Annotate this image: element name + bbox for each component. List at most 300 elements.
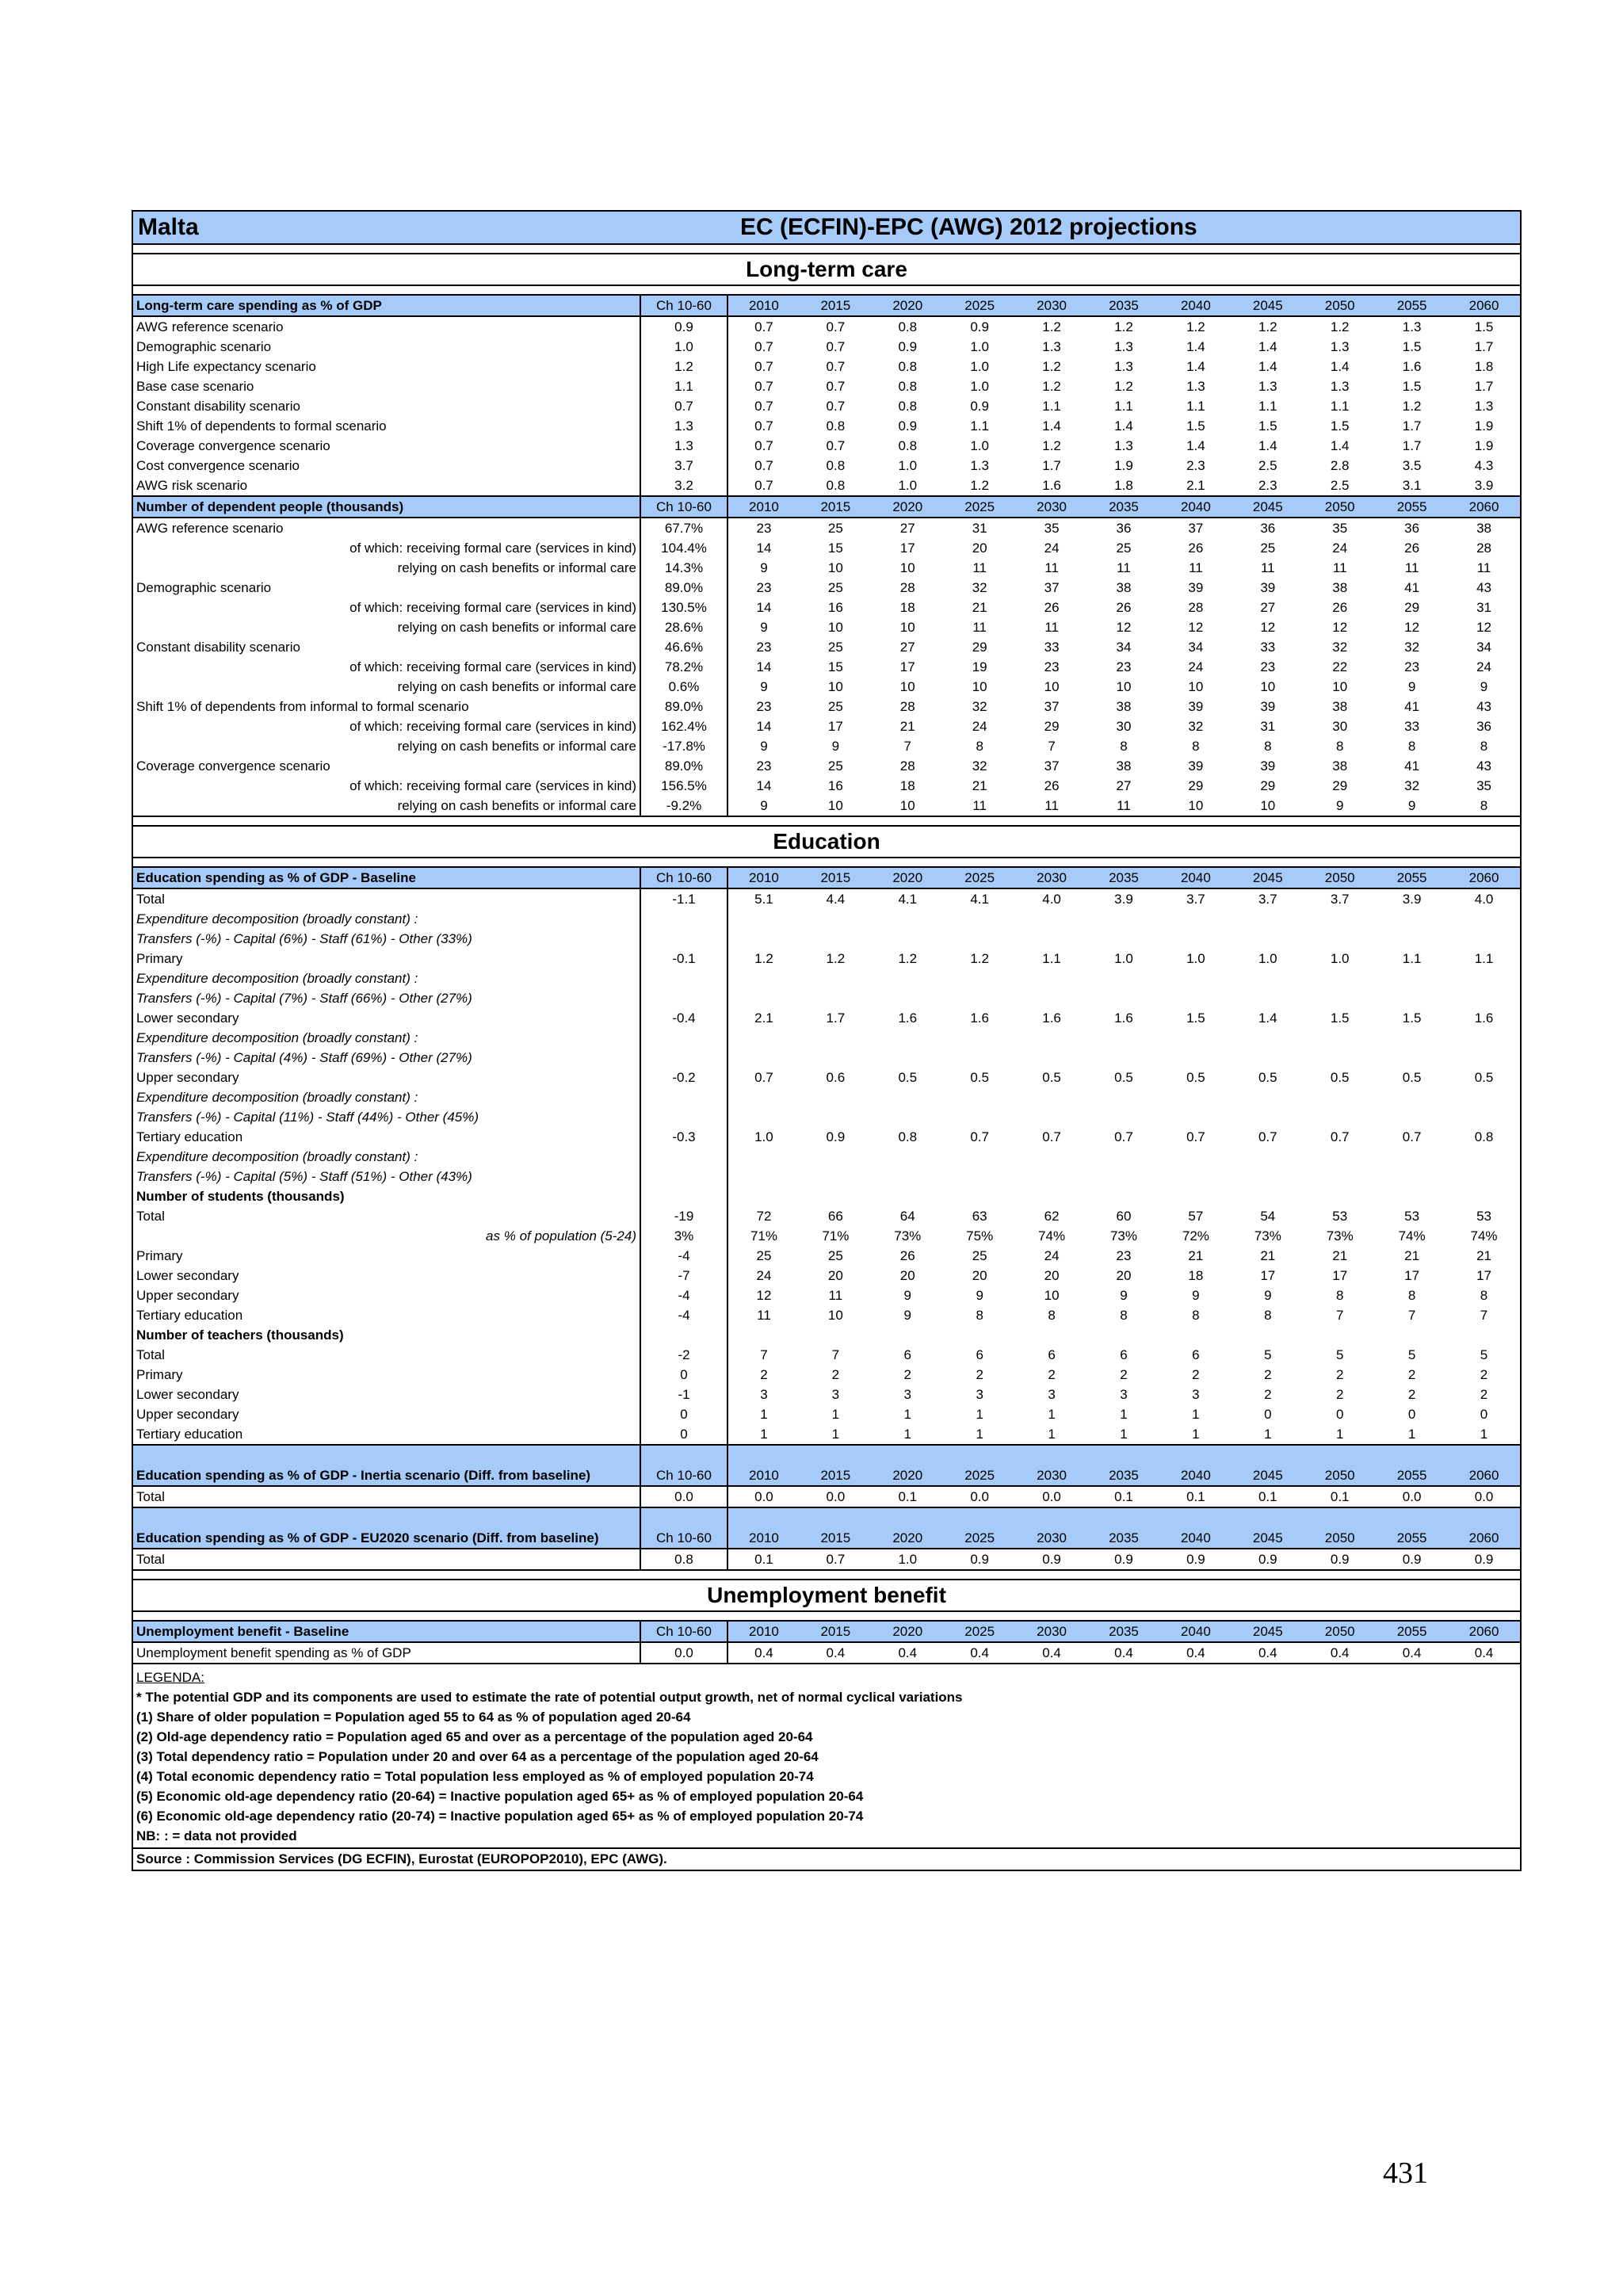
row-label: Total	[136, 1347, 165, 1362]
row-value: 3.9	[1474, 478, 1494, 493]
row-label: AWG reference scenario	[136, 521, 284, 536]
row-value: 8	[1048, 1308, 1056, 1323]
table-row	[133, 657, 1520, 677]
row-value: 1	[760, 1407, 768, 1422]
row-value: 2	[831, 1367, 840, 1382]
header-year: 2050	[1304, 1507, 1376, 1549]
row-value: 0.8	[898, 359, 918, 374]
row-value: 0.1	[1258, 1489, 1277, 1504]
row-value: 0.5	[1402, 1070, 1422, 1085]
row-change: -7	[640, 1266, 727, 1286]
row-value	[1159, 1028, 1232, 1048]
row-value: 7	[1407, 1308, 1416, 1323]
row-value: 37	[1044, 580, 1060, 595]
row-value	[872, 1087, 944, 1107]
row-label: of which: receiving formal care (services in kind)	[349, 659, 636, 674]
table-row	[133, 1345, 1520, 1365]
row-label: Expenditure decomposition (broadly constant) :	[136, 911, 418, 926]
row-change: 156.5%	[640, 776, 727, 796]
row-value: 1.7	[1402, 438, 1422, 453]
table-row	[133, 518, 1520, 538]
row-value: 1.8	[1114, 478, 1133, 493]
header-year: 2035	[1088, 1445, 1160, 1486]
row-value: 9	[1407, 798, 1416, 813]
header-year: 2050	[1304, 1621, 1376, 1642]
table-row	[133, 476, 1520, 496]
row-value: 1.2	[970, 478, 989, 493]
row-value: 32	[972, 699, 987, 714]
header-year: 2025	[944, 1621, 1016, 1642]
row-value: 1.6	[1474, 1010, 1494, 1026]
row-value: 2.5	[1258, 458, 1277, 473]
title-bar	[133, 212, 1520, 243]
row-label: Total	[136, 1552, 165, 1567]
row-value	[1304, 1048, 1376, 1068]
table-row	[133, 1008, 1520, 1028]
row-value	[1088, 1167, 1160, 1186]
row-value: 1.1	[1186, 399, 1205, 414]
row-value	[944, 1107, 1016, 1127]
row-value: 21	[972, 778, 987, 793]
row-value: 29	[1260, 778, 1276, 793]
row-value: 1	[1192, 1427, 1200, 1442]
row-value	[727, 968, 800, 988]
row-value: 0.5	[1042, 1070, 1061, 1085]
row-value: 3	[831, 1387, 840, 1402]
row-value: 11	[757, 1308, 771, 1323]
row-value	[872, 1186, 944, 1206]
header-label: Education spending as % of GDP - EU2020 scenario (Diff. from baseline)	[133, 1507, 640, 1549]
row-value: 0.7	[754, 478, 773, 493]
row-value	[1304, 968, 1376, 988]
row-value: 5	[1335, 1347, 1344, 1362]
row-value	[800, 929, 872, 949]
row-value: 3	[976, 1387, 983, 1402]
header-year: 2040	[1159, 1445, 1232, 1486]
row-value: 27	[899, 521, 915, 536]
row-value: 1	[1048, 1427, 1056, 1442]
row-value: 0.5	[1114, 1070, 1133, 1085]
row-value: 9	[760, 798, 768, 813]
row-value: 3.7	[1186, 892, 1205, 907]
row-value: 1.4	[1258, 1010, 1277, 1026]
row-value: 4.1	[898, 892, 918, 907]
row-value: 11	[972, 798, 987, 813]
table-row	[133, 697, 1520, 716]
row-value: 17	[1332, 1268, 1348, 1283]
row-value: 1.4	[1258, 339, 1277, 354]
row-label: Demographic scenario	[136, 339, 272, 354]
section-education: Education	[133, 825, 1520, 858]
row-value: 1	[1048, 1407, 1056, 1422]
row-value	[1376, 1325, 1448, 1345]
row-value: 1.0	[970, 359, 989, 374]
row-value: 37	[1044, 758, 1060, 774]
header-year: 2045	[1232, 867, 1304, 888]
row-label: Number of students (thousands)	[136, 1189, 345, 1204]
row-label: Shift 1% of dependents from informal to formal scenario	[136, 699, 469, 714]
row-value	[727, 1167, 800, 1186]
row-value: 3.1	[1402, 478, 1422, 493]
row-value	[1016, 968, 1088, 988]
row-value: 28	[1476, 541, 1491, 556]
row-value: 1.2	[1042, 359, 1061, 374]
row-value: 1.7	[826, 1010, 846, 1026]
row-change: 0.6%	[640, 677, 727, 697]
row-value: 21	[1332, 1248, 1348, 1263]
row-value	[1088, 1147, 1160, 1167]
row-label: relying on cash benefits or informal care	[397, 679, 636, 694]
row-value	[1304, 909, 1376, 929]
table-row	[133, 1365, 1520, 1385]
row-value: 74%	[1398, 1228, 1426, 1244]
row-value: 21	[1476, 1248, 1491, 1263]
header-year: 2055	[1376, 496, 1448, 518]
row-value: 1.9	[1474, 418, 1494, 434]
row-label: of which: receiving formal care (services in kind)	[349, 778, 636, 793]
header-year: 2020	[872, 295, 944, 316]
row-value: 23	[756, 640, 772, 655]
row-value: 10	[827, 679, 843, 694]
row-value	[1088, 909, 1160, 929]
row-value: 24	[1332, 541, 1348, 556]
header-year: 2055	[1376, 867, 1448, 888]
row-label: Expenditure decomposition (broadly constant) :	[136, 971, 418, 986]
row-value: 6	[976, 1347, 983, 1362]
row-value: 38	[1476, 521, 1491, 536]
row-value: 10	[827, 1308, 843, 1323]
row-value: 0.7	[754, 379, 773, 394]
legend-item: (2) Old-age dependency ratio = Population aged 65 and over as a percentage of the population aged 20-64	[136, 1729, 813, 1744]
row-value	[1448, 968, 1520, 988]
table-row	[133, 316, 1520, 337]
row-value	[727, 988, 800, 1008]
row-value: 38	[1332, 758, 1348, 774]
row-value	[1448, 1048, 1520, 1068]
row-value	[1016, 1107, 1088, 1127]
row-value: 35	[1332, 521, 1348, 536]
row-value: 11	[1332, 560, 1347, 575]
row-value: 41	[1404, 758, 1420, 774]
row-value	[944, 1028, 1016, 1048]
row-value: 0.9	[898, 339, 918, 354]
row-value: 0.4	[1402, 1645, 1422, 1660]
row-value: 0.5	[1330, 1070, 1350, 1085]
row-change	[640, 909, 727, 929]
header-year: 2020	[872, 1621, 944, 1642]
header-year: 2035	[1088, 496, 1160, 518]
row-label: AWG risk scenario	[136, 478, 248, 493]
row-value	[944, 1186, 1016, 1206]
row-value: 10	[972, 679, 987, 694]
header-year: 2045	[1232, 1621, 1304, 1642]
row-value: 1.0	[898, 458, 918, 473]
row-value: 1.9	[1474, 438, 1494, 453]
row-value: 33	[1260, 640, 1276, 655]
row-value: 30	[1116, 719, 1132, 734]
row-value: 17	[827, 719, 843, 734]
row-value: 7	[760, 1347, 768, 1362]
row-value	[1448, 1167, 1520, 1186]
row-value: 1	[1120, 1427, 1128, 1442]
row-value: 0.4	[898, 1645, 918, 1660]
row-value: 29	[1188, 778, 1204, 793]
row-change: -4	[640, 1286, 727, 1305]
row-value: 1	[1335, 1427, 1344, 1442]
table-row	[133, 1206, 1520, 1226]
table-row	[133, 578, 1520, 598]
row-value: 1	[976, 1427, 983, 1442]
header-year: 2060	[1448, 1507, 1520, 1549]
row-change: 0.7	[640, 396, 727, 416]
row-value	[1448, 909, 1520, 929]
row-value: 26	[1404, 541, 1420, 556]
row-value: 0.8	[826, 478, 846, 493]
header-label: Education spending as % of GDP - Inertia scenario (Diff. from baseline)	[133, 1445, 640, 1486]
legend-item: (4) Total economic dependency ratio = Total population less employed as % of employed population 20-74	[136, 1769, 814, 1784]
table-row	[133, 909, 1520, 929]
row-value: 31	[1476, 600, 1491, 615]
row-value: 1.7	[1474, 379, 1494, 394]
row-value: 1.5	[1330, 1010, 1350, 1026]
row-value: 14	[756, 600, 772, 615]
row-value	[1232, 988, 1304, 1008]
row-label: Shift 1% of dependents to formal scenario	[136, 418, 387, 434]
row-value: 20	[972, 1268, 987, 1283]
row-value: 1.4	[1114, 418, 1133, 434]
row-value: 3	[760, 1387, 768, 1402]
row-value	[1376, 1147, 1448, 1167]
row-value: 36	[1476, 719, 1491, 734]
row-label: Tertiary education	[136, 1427, 243, 1442]
row-value: 17	[899, 659, 915, 674]
row-change: 3.2	[640, 476, 727, 496]
row-value: 39	[1188, 758, 1204, 774]
row-value: 5	[1480, 1347, 1488, 1362]
table-row	[133, 1486, 1520, 1507]
row-label: of which: receiving formal care (services in kind)	[349, 541, 636, 556]
row-value	[1448, 1325, 1520, 1345]
row-value: 1	[831, 1407, 840, 1422]
row-value: 2.3	[1186, 458, 1205, 473]
row-label: Expenditure decomposition (broadly constant) :	[136, 1030, 418, 1045]
row-value: 9	[760, 679, 768, 694]
row-value: 7	[1480, 1308, 1488, 1323]
row-value: 1.2	[1330, 319, 1350, 334]
row-value	[1159, 929, 1232, 949]
row-value: 0	[1407, 1407, 1416, 1422]
row-value: 11	[972, 620, 987, 635]
header-year: 2035	[1088, 867, 1160, 888]
header-year: 2010	[727, 1445, 800, 1486]
table-row	[133, 1424, 1520, 1445]
row-value: 6	[1048, 1347, 1056, 1362]
row-value: 36	[1260, 521, 1276, 536]
header-year: 2025	[944, 295, 1016, 316]
row-value: 9	[1480, 679, 1488, 694]
row-value	[1016, 1028, 1088, 1048]
row-value	[1376, 1028, 1448, 1048]
row-value: 1.5	[1258, 418, 1277, 434]
row-value	[1016, 1147, 1088, 1167]
row-value: 75%	[966, 1228, 994, 1244]
spacer	[133, 243, 1520, 253]
row-value: 1.2	[1114, 319, 1133, 334]
row-value: 2	[1192, 1367, 1200, 1382]
row-value: 2	[903, 1367, 911, 1382]
row-value	[1232, 909, 1304, 929]
row-value: 2	[760, 1367, 768, 1382]
row-value: 25	[1116, 541, 1132, 556]
row-value: 0.0	[1402, 1489, 1422, 1504]
row-value	[872, 1107, 944, 1127]
row-change	[640, 1167, 727, 1186]
row-change: 1.2	[640, 357, 727, 376]
row-value: 12	[756, 1288, 772, 1303]
row-value: 1.4	[1186, 438, 1205, 453]
row-value: 3	[1048, 1387, 1056, 1402]
row-value	[1376, 1167, 1448, 1186]
header-year: 2030	[1016, 1445, 1088, 1486]
row-value: 10	[1188, 679, 1204, 694]
row-value: 1.2	[754, 951, 773, 966]
row-value: 0.7	[826, 319, 846, 334]
projection-sheet	[132, 210, 1522, 1871]
row-value: 38	[1332, 580, 1348, 595]
row-value: 2	[1407, 1387, 1416, 1402]
row-value: 1.5	[1474, 319, 1494, 334]
row-value: 1.6	[970, 1010, 989, 1026]
row-value: 8	[1480, 798, 1488, 813]
row-value: 10	[1116, 679, 1132, 694]
row-value: 11	[1044, 560, 1059, 575]
row-value: 12	[1260, 620, 1276, 635]
row-value: 10	[827, 560, 843, 575]
row-value: 32	[1404, 778, 1420, 793]
projection-title: EC (ECFIN)-EPC (AWG) 2012 projections	[740, 214, 1197, 240]
table-row	[133, 1127, 1520, 1147]
table-row	[133, 1305, 1520, 1325]
row-value	[1448, 1107, 1520, 1127]
row-value: 41	[1404, 580, 1420, 595]
row-value	[1088, 968, 1160, 988]
table-row	[133, 598, 1520, 617]
row-label: High Life expectancy scenario	[136, 359, 316, 374]
row-value: 0.9	[1330, 1552, 1350, 1567]
header-label: Long-term care spending as % of GDP	[133, 295, 640, 316]
table-row	[133, 396, 1520, 416]
row-value: 1.6	[1114, 1010, 1133, 1026]
row-value: 3	[903, 1387, 911, 1402]
row-value: 0.7	[826, 359, 846, 374]
header-year: 2015	[800, 295, 872, 316]
row-value	[944, 1087, 1016, 1107]
row-value	[1232, 1087, 1304, 1107]
row-value: 38	[1116, 699, 1132, 714]
row-change: 67.7%	[640, 518, 727, 538]
row-value: 23	[756, 580, 772, 595]
table-row	[133, 1286, 1520, 1305]
row-value: 8	[1120, 1308, 1128, 1323]
row-value: 20	[1116, 1268, 1132, 1283]
row-value: 12	[1116, 620, 1132, 635]
row-value: 1.0	[1330, 951, 1350, 966]
row-value	[1232, 929, 1304, 949]
row-value	[944, 1325, 1016, 1345]
row-value: 0.8	[898, 379, 918, 394]
table-row	[133, 1048, 1520, 1068]
row-change: -0.2	[640, 1068, 727, 1087]
row-value: 0.8	[826, 458, 846, 473]
page-number: 431	[1383, 2157, 1428, 2190]
row-value	[1376, 988, 1448, 1008]
row-change: 0	[640, 1424, 727, 1445]
row-value: 3	[1120, 1387, 1128, 1402]
row-value: 6	[1120, 1347, 1128, 1362]
row-value: 0.7	[754, 1070, 773, 1085]
row-change: 14.3%	[640, 558, 727, 578]
row-value: 2	[976, 1367, 983, 1382]
row-value: 8	[1335, 1288, 1344, 1303]
row-value: 9	[903, 1288, 911, 1303]
row-value: 1.2	[1258, 319, 1277, 334]
row-value: 32	[1188, 719, 1204, 734]
row-value: 53	[1404, 1209, 1420, 1224]
row-value	[727, 929, 800, 949]
row-value: 22	[1332, 659, 1348, 674]
row-value: 0	[1264, 1407, 1272, 1422]
row-value: 30	[1332, 719, 1348, 734]
row-value: 1.3	[1114, 339, 1133, 354]
header-year: 2050	[1304, 1445, 1376, 1486]
row-value: 21	[1188, 1248, 1204, 1263]
row-value: 1.2	[898, 951, 918, 966]
row-label: Lower secondary	[136, 1010, 239, 1026]
row-change: 89.0%	[640, 578, 727, 598]
row-value: 20	[899, 1268, 915, 1283]
section-long-term-care: Long-term care	[133, 253, 1520, 286]
row-value	[1376, 1087, 1448, 1107]
row-label: AWG reference scenario	[136, 319, 284, 334]
header-change: Ch 10-60	[640, 1507, 727, 1549]
row-value: 2	[1048, 1367, 1056, 1382]
row-value: 20	[827, 1268, 843, 1283]
row-value: 27	[899, 640, 915, 655]
table-row	[133, 1266, 1520, 1286]
row-value: 9	[1335, 798, 1344, 813]
row-value: 1.6	[1402, 359, 1422, 374]
spacer	[133, 1612, 1520, 1620]
row-value: 24	[972, 719, 987, 734]
row-value: 11	[1260, 560, 1275, 575]
row-change: 1.3	[640, 416, 727, 436]
row-value	[1232, 1325, 1304, 1345]
row-value: 1.2	[1042, 319, 1061, 334]
table-row	[133, 796, 1520, 816]
table-row	[133, 1087, 1520, 1107]
row-value	[727, 1186, 800, 1206]
row-value: 23	[756, 699, 772, 714]
row-value	[944, 1147, 1016, 1167]
row-label: Total	[136, 1209, 165, 1224]
row-value: 43	[1476, 580, 1491, 595]
row-value: 0	[1480, 1407, 1488, 1422]
row-value	[1232, 1147, 1304, 1167]
row-value: 6	[903, 1347, 911, 1362]
row-value	[800, 1107, 872, 1127]
row-label: as % of population (5-24)	[486, 1228, 636, 1244]
row-value	[872, 1028, 944, 1048]
